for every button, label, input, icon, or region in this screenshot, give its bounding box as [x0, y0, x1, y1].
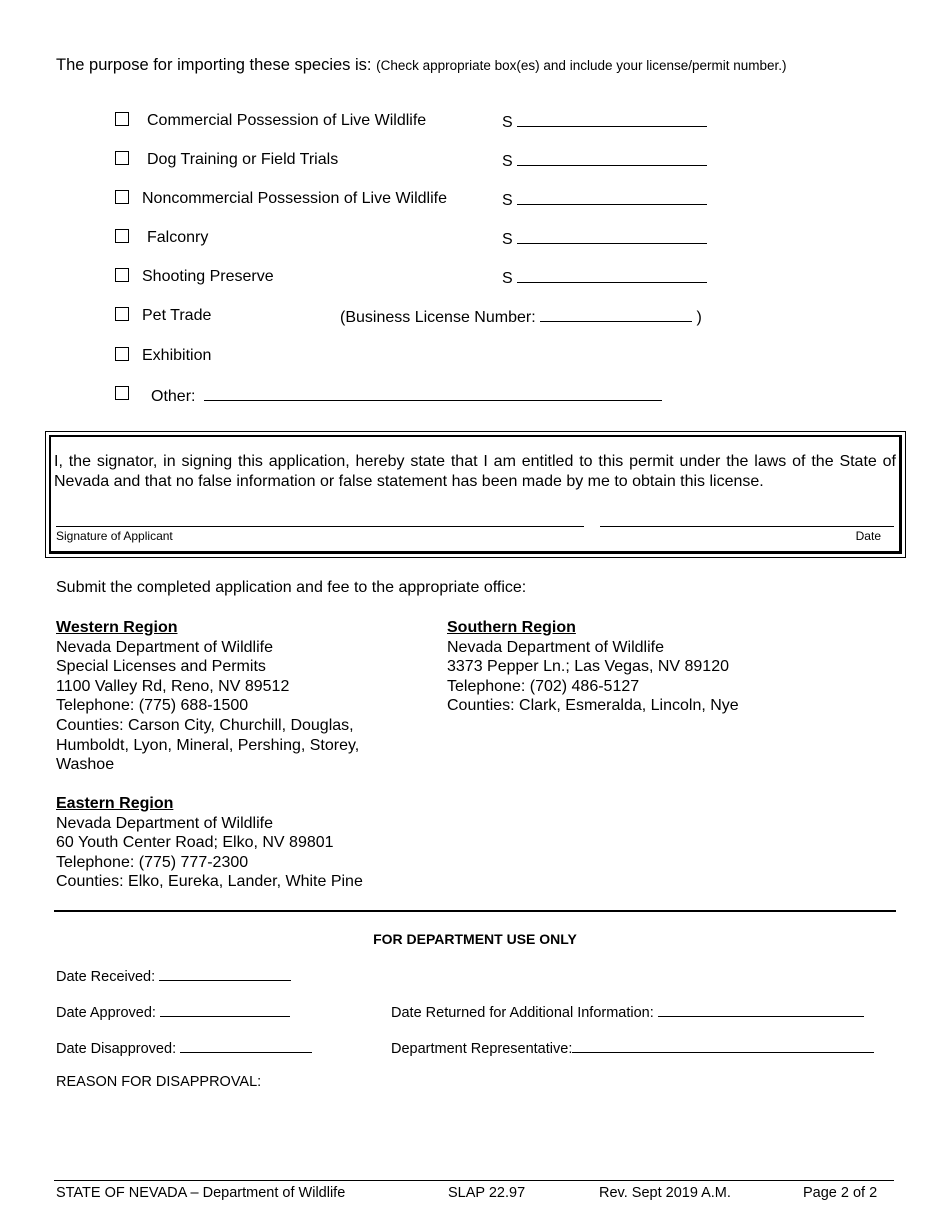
checkbox-shooting-preserve[interactable]: [115, 268, 129, 282]
date-disapproved-field: Date Disapproved:: [56, 1038, 312, 1057]
option-label-other: Other:: [151, 386, 662, 406]
region-line: Nevada Department of Wildlife: [56, 814, 273, 832]
submit-instructions: Submit the completed application and fee to the appropriate office:: [56, 579, 527, 596]
footer-form-number: SLAP 22.97: [448, 1185, 526, 1201]
license-input[interactable]: [517, 112, 707, 127]
region-line: Washoe: [56, 756, 115, 774]
region-line: Counties: Carson City, Churchill, Douglas,: [56, 716, 354, 734]
option-label: Shooting Preserve: [142, 268, 274, 285]
checkbox-noncommercial-possession[interactable]: [115, 190, 129, 204]
region-line: Special Licenses and Permits: [56, 658, 266, 676]
option-label: Exhibition: [142, 347, 212, 364]
footer-revision: Rev. Sept 2019 A.M.: [599, 1185, 731, 1201]
license-input[interactable]: [517, 151, 707, 166]
other-input[interactable]: [204, 386, 662, 401]
date-label: Date: [855, 529, 881, 543]
region-line: 3373 Pepper Ln.; Las Vegas, NV 89120: [447, 658, 729, 676]
region-title: Western Region: [56, 619, 178, 636]
business-license-input[interactable]: [540, 307, 692, 322]
representative-field: Department Representative:: [391, 1038, 874, 1057]
license-field: S: [502, 151, 707, 171]
option-label: Dog Training or Field Trials: [147, 151, 339, 168]
region-line: Telephone: (702) 486-5127: [447, 677, 640, 695]
region-title: Southern Region: [447, 619, 576, 636]
checkbox-dog-training[interactable]: [115, 151, 129, 165]
license-field: S: [502, 112, 707, 132]
certification-box: [45, 431, 906, 558]
region-line: Counties: Elko, Eureka, Lander, White Pine: [56, 873, 363, 891]
purpose-heading: The purpose for importing these species is: (Check appropriate box(es) and include your license/permit number.): [56, 56, 787, 74]
region-line: Telephone: (775) 777-2300: [56, 853, 249, 871]
checkbox-commercial-possession[interactable]: [115, 112, 129, 126]
region-line: Nevada Department of Wildlife: [447, 638, 664, 656]
region-line: Telephone: (775) 688-1500: [56, 697, 249, 715]
license-input[interactable]: [517, 229, 707, 244]
date-approved-input[interactable]: [160, 1002, 290, 1017]
option-label: Falconry: [147, 229, 209, 246]
date-line[interactable]: [600, 526, 894, 527]
license-input[interactable]: [517, 190, 707, 205]
department-use-title: FOR DEPARTMENT USE ONLY: [373, 931, 577, 947]
date-approved-field: Date Approved:: [56, 1002, 290, 1021]
representative-input[interactable]: [572, 1038, 874, 1053]
option-label: Pet Trade: [142, 307, 212, 324]
checkbox-exhibition[interactable]: [115, 347, 129, 361]
southern-region: [447, 618, 847, 716]
license-field: S: [502, 268, 707, 288]
checkbox-falconry[interactable]: [115, 229, 129, 243]
eastern-region: [56, 794, 436, 892]
license-field: S: [502, 190, 707, 210]
footer-divider: [54, 1180, 894, 1181]
checkbox-other[interactable]: [115, 386, 129, 400]
footer-page-number: Page 2 of 2: [803, 1185, 878, 1201]
section-divider: [54, 910, 896, 912]
western-region: [56, 618, 416, 775]
signature-line[interactable]: [56, 526, 584, 527]
region-title: Eastern Region: [56, 795, 174, 812]
region-line: 60 Youth Center Road; Elko, NV 89801: [56, 834, 334, 852]
checkbox-pet-trade[interactable]: [115, 307, 129, 321]
license-input[interactable]: [517, 268, 707, 283]
option-label: Commercial Possession of Live Wildlife: [147, 112, 427, 129]
footer-agency: STATE OF NEVADA – Department of Wildlife: [56, 1185, 346, 1201]
certification-text: I, the signator, in signing this application, hereby state that I am entitled to this permit under the laws of the State of Nevada and that no false information or false statement has been made by me to obtain this license.: [54, 453, 896, 490]
region-line: Counties: Clark, Esmeralda, Lincoln, Nye: [447, 697, 739, 715]
region-line: 1100 Valley Rd, Reno, NV 89512: [56, 677, 290, 695]
region-line: Nevada Department of Wildlife: [56, 638, 273, 656]
date-received-field: Date Received:: [56, 966, 291, 985]
date-received-input[interactable]: [159, 966, 291, 981]
region-line: Humboldt, Lyon, Mineral, Pershing, Storey,: [56, 736, 360, 754]
business-license-field: (Business License Number: ): [340, 309, 702, 326]
signature-label: Signature of Applicant: [56, 529, 173, 543]
purpose-note: (Check appropriate box(es) and include your license/permit number.): [376, 58, 787, 73]
date-returned-input[interactable]: [658, 1002, 864, 1017]
option-label: Noncommercial Possession of Live Wildlife: [142, 190, 447, 207]
date-returned-field: Date Returned for Additional Information:: [391, 1002, 864, 1021]
reason-for-disapproval-label: REASON FOR DISAPPROVAL:: [56, 1074, 262, 1090]
date-disapproved-input[interactable]: [180, 1038, 312, 1053]
license-field: S: [502, 229, 707, 249]
